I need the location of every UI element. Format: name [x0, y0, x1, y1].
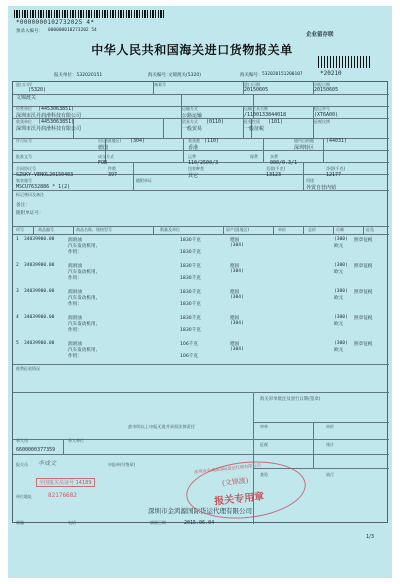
stamp-top-text: 深圳市金鸿源国际货运代理有限公司: [193, 462, 262, 475]
declaration-text: 兹申明以上申报无讹并承担法律责任: [128, 424, 196, 429]
pay-ratio-label: 征税比例: [314, 119, 330, 124]
record-no-label: 备案号: [154, 82, 166, 87]
document-title: 中华人民共和国海关进口货物报关单: [91, 43, 293, 57]
levy-label: 征免性质: [244, 119, 260, 124]
item-levy: 照章征税: [354, 264, 373, 269]
marks-label: 标记唛码及备注: [16, 192, 44, 197]
item-origin: 德国: [230, 316, 240, 321]
customs-number: 532020151200107: [262, 72, 303, 77]
item-number: 3: [16, 289, 19, 294]
item-number: 4: [16, 315, 19, 320]
via-port: 香港: [188, 145, 199, 151]
entry-port-name-text: 文锦渡关: [16, 95, 37, 101]
package-label: 包装种类: [188, 166, 204, 171]
item-code: 34039900.00: [24, 237, 55, 242]
gross-label: 毛重(千克): [266, 166, 286, 171]
item-origin: 德国: [230, 290, 240, 295]
fill-date-label: 填制日期: [150, 520, 166, 525]
zip-label: 邮编: [16, 520, 24, 525]
via-port-label: 装货港: [188, 138, 200, 143]
item-code: 34039900.00: [24, 341, 55, 346]
usage-value: 外贸自营内销: [306, 185, 337, 191]
item-spec: 汽车发动机用,: [68, 348, 98, 353]
remark-value: 随附单证号：: [16, 211, 44, 216]
price-audit-label: 审价: [326, 424, 334, 429]
item-qty-secondary: 1830千克: [180, 302, 201, 307]
import-date: 20150605: [244, 87, 269, 93]
item-code: 34039900.00: [24, 289, 55, 294]
net-value: 12177: [326, 172, 342, 178]
customs-approval-label: 海关审单批注及放行日期(签章): [260, 397, 321, 402]
declare-date: 20150605: [314, 87, 339, 93]
entry-port-label: 进口口岸: [16, 82, 32, 87]
item-spec: 汽车发动机用,: [68, 270, 98, 275]
pieces-label: 件数: [108, 166, 116, 171]
item-origin-code: (304): [230, 243, 244, 248]
col-currency: 币制: [336, 227, 344, 232]
item-use: 作用：: [68, 250, 82, 255]
declarant-unit-label: 申报单位(签章): [108, 462, 136, 467]
levy-value: 一般征税: [244, 126, 265, 132]
import-date-label: 进口日期: [244, 82, 260, 87]
container-label: 集装箱号: [16, 178, 32, 183]
broker-name: 文锦渡关(5320): [168, 73, 201, 78]
item-currency-name: 欧元: [334, 296, 344, 301]
customs-broker-label: 海关编号：: [148, 73, 171, 78]
phone-number: 82176682: [48, 492, 77, 499]
item-levy: 照章征税: [354, 290, 373, 295]
barcode-small: [318, 56, 370, 68]
item-qty-primary: 1830千克: [180, 290, 201, 295]
package-value: 其它: [188, 173, 199, 179]
consignee-code: (4453063851): [38, 106, 75, 112]
item-qty-primary: 1830千克: [180, 238, 201, 243]
misc-label: 杂费: [270, 154, 278, 159]
item-name: 润滑油: [68, 290, 82, 295]
trade-country-code: (304): [130, 138, 146, 144]
item-code: 34039900.00: [24, 315, 55, 320]
bl-value: (XT6A00): [314, 112, 339, 118]
item-qty-primary: 106千克: [180, 342, 198, 347]
misc-value: 000/0.3/1: [270, 160, 298, 166]
declare-date-label: 申报日期: [314, 82, 330, 87]
item-spec: 汽车发动机用,: [68, 322, 98, 327]
item-currency: (300): [334, 289, 348, 294]
gross-value: 13123: [266, 172, 282, 178]
receiver-label: 收货单位: [16, 119, 32, 124]
stamp-inner-text: (文锦渡): [221, 476, 249, 488]
bl-label: 提运单号: [314, 106, 330, 111]
col-no: 项号: [16, 227, 24, 232]
item-currency: (300): [334, 315, 348, 320]
container-value: MSCU7632886 * 1(2): [16, 184, 71, 190]
col-name: 商品名称、规格型号: [76, 227, 112, 232]
customs-declaration-sheet: [8, 6, 392, 578]
item-origin: 德国: [230, 264, 240, 269]
levy-code: (101): [268, 119, 284, 125]
trade-country: 德国: [98, 145, 109, 151]
item-origin-code: (304): [230, 321, 244, 326]
item-qty-primary: 1830千克: [180, 264, 201, 269]
item-use: 作用：: [68, 354, 82, 359]
item-currency-name: 欧元: [334, 322, 344, 327]
item-levy: 照章征税: [354, 316, 373, 321]
tel-label: 电话: [68, 520, 76, 525]
entry-person-number: 6600000377359: [16, 447, 56, 453]
dest-label: 境内目的地: [294, 138, 314, 143]
declarant-unit-name: 深圳市金鸿源国际货运代理有限公司: [148, 507, 252, 515]
vessel-label: 运输工具名称: [244, 106, 268, 111]
declarant-stamp: 全国报关员证号 14189: [36, 478, 95, 487]
declarant-signature: 李成文: [38, 460, 57, 467]
item-origin: 德国: [230, 342, 240, 347]
item-use: 作用：: [68, 302, 82, 307]
item-spec: 汽车发动机用,: [68, 244, 98, 249]
col-price: 单价: [278, 227, 286, 232]
usage-label: 用途: [306, 178, 314, 183]
trade-mode-code: (0110): [206, 119, 225, 125]
entry-unit-label: 录入单位: [68, 438, 84, 443]
barcode-top: [14, 10, 164, 18]
item-name: 润滑油: [68, 316, 82, 321]
item-qty-secondary: 106千克: [180, 354, 198, 359]
col-qty: 数量及单位: [160, 227, 180, 232]
item-number: 5: [16, 341, 19, 346]
license-label: 许可证号: [16, 138, 32, 143]
dest-code: (44031): [326, 138, 348, 144]
dest: 深圳特区: [294, 145, 315, 151]
item-spec: 汽车发动机用,: [68, 296, 98, 301]
vessel-value: /1100133844018: [244, 112, 287, 118]
item-qty-secondary: 1830千克: [180, 250, 201, 255]
deal-label: 成交方式: [98, 154, 114, 159]
serial-number: *20210: [320, 70, 342, 77]
deal-value: FOB: [98, 160, 108, 166]
item-levy: 照章征税: [354, 342, 373, 347]
item-use: 作用：: [68, 276, 82, 281]
item-currency-name: 欧元: [334, 244, 344, 249]
declarant-label: 报关员: [16, 462, 28, 467]
declare-unit: 报关单位：532020151: [54, 73, 103, 78]
item-qty-secondary: 1830千克: [180, 328, 201, 333]
approval-label: 批准文号: [16, 154, 32, 159]
freight-value: 110/2500/3: [188, 160, 219, 166]
trade-country-label: 启运国(地区): [98, 138, 122, 143]
insurance-label: 保费: [250, 154, 258, 159]
audit-label: 审单: [260, 424, 268, 429]
consignee-label: 经营单位: [16, 106, 32, 111]
item-number: 2: [16, 263, 19, 268]
trade-mode: 一般贸易: [182, 126, 203, 132]
copy-type: 企业留存联: [306, 32, 334, 38]
contract-value: SZSKY-VENOL20150403: [16, 172, 74, 178]
inspect-label: 查验: [260, 472, 268, 477]
item-origin: 德国: [230, 238, 240, 243]
item-currency: (300): [334, 341, 348, 346]
receiver-name: 深圳市沃丹润滑科技有限公司: [16, 126, 82, 132]
customs-no-label: 海关编号：: [240, 73, 263, 78]
item-currency: (300): [334, 263, 348, 268]
transport-label: 运输方式: [182, 106, 198, 111]
item-name: 润滑油: [68, 342, 82, 347]
item-currency: (300): [334, 237, 348, 242]
pieces-value: 397: [108, 172, 118, 178]
fill-date: 2015.06.04: [184, 520, 215, 526]
levy-stat-label: 征税: [260, 442, 268, 447]
page-indicator: 1/3: [366, 534, 375, 540]
release-label: 放行: [326, 472, 334, 477]
item-qty-secondary: 1830千克: [180, 276, 201, 281]
net-label: 净重(千克): [326, 166, 346, 171]
item-qty-primary: 1830千克: [180, 316, 201, 321]
item-levy: 照章征税: [354, 238, 373, 243]
trade-mode-label: 贸易方式: [182, 119, 198, 124]
entry-person-label: 录入员: [16, 438, 28, 443]
col-origin: 原产国(地区): [226, 227, 250, 232]
col-code: 商品编号: [38, 227, 54, 232]
col-total: 总价: [308, 227, 316, 232]
via-port-code: (110): [204, 138, 220, 144]
docs-label: 随附单证: [136, 178, 152, 183]
tax-label: 税费征收情况: [16, 366, 40, 371]
item-currency-name: 欧元: [334, 270, 344, 275]
item-name: 润滑油: [68, 264, 82, 269]
item-origin-code: (304): [230, 269, 244, 274]
entry-port-code: (5320): [28, 87, 47, 93]
stat-label: 统计: [326, 442, 334, 447]
receiver-code: (4453063851): [38, 119, 75, 125]
item-name: 润滑油: [68, 238, 82, 243]
freight-label: 运费: [188, 154, 196, 159]
item-code: 34039900.00: [24, 263, 55, 268]
preentry-label: 预录入编号：: [16, 29, 43, 34]
transport-value: 公路运输: [182, 113, 203, 119]
consignee-name: 深圳市沃丹润滑科技有限公司: [16, 113, 82, 119]
contract-label: 合同协议号: [16, 166, 36, 171]
barcode-text: *0000000102732025 4*: [16, 19, 95, 26]
col-levy: 征免: [366, 227, 374, 232]
item-number: 1: [16, 237, 19, 242]
entry-port-name: [16, 87, 33, 93]
remark-label: 备注：: [16, 203, 30, 208]
item-origin-code: (304): [230, 347, 244, 352]
item-use: 作用：: [68, 328, 82, 333]
item-origin-code: (304): [230, 295, 244, 300]
stamp-outer-text: 报关专用章: [213, 491, 265, 508]
address-label: 单位地址: [16, 494, 32, 499]
preentry-number: 000000010273202 54: [48, 28, 97, 33]
item-currency-name: 欧元: [334, 348, 344, 353]
